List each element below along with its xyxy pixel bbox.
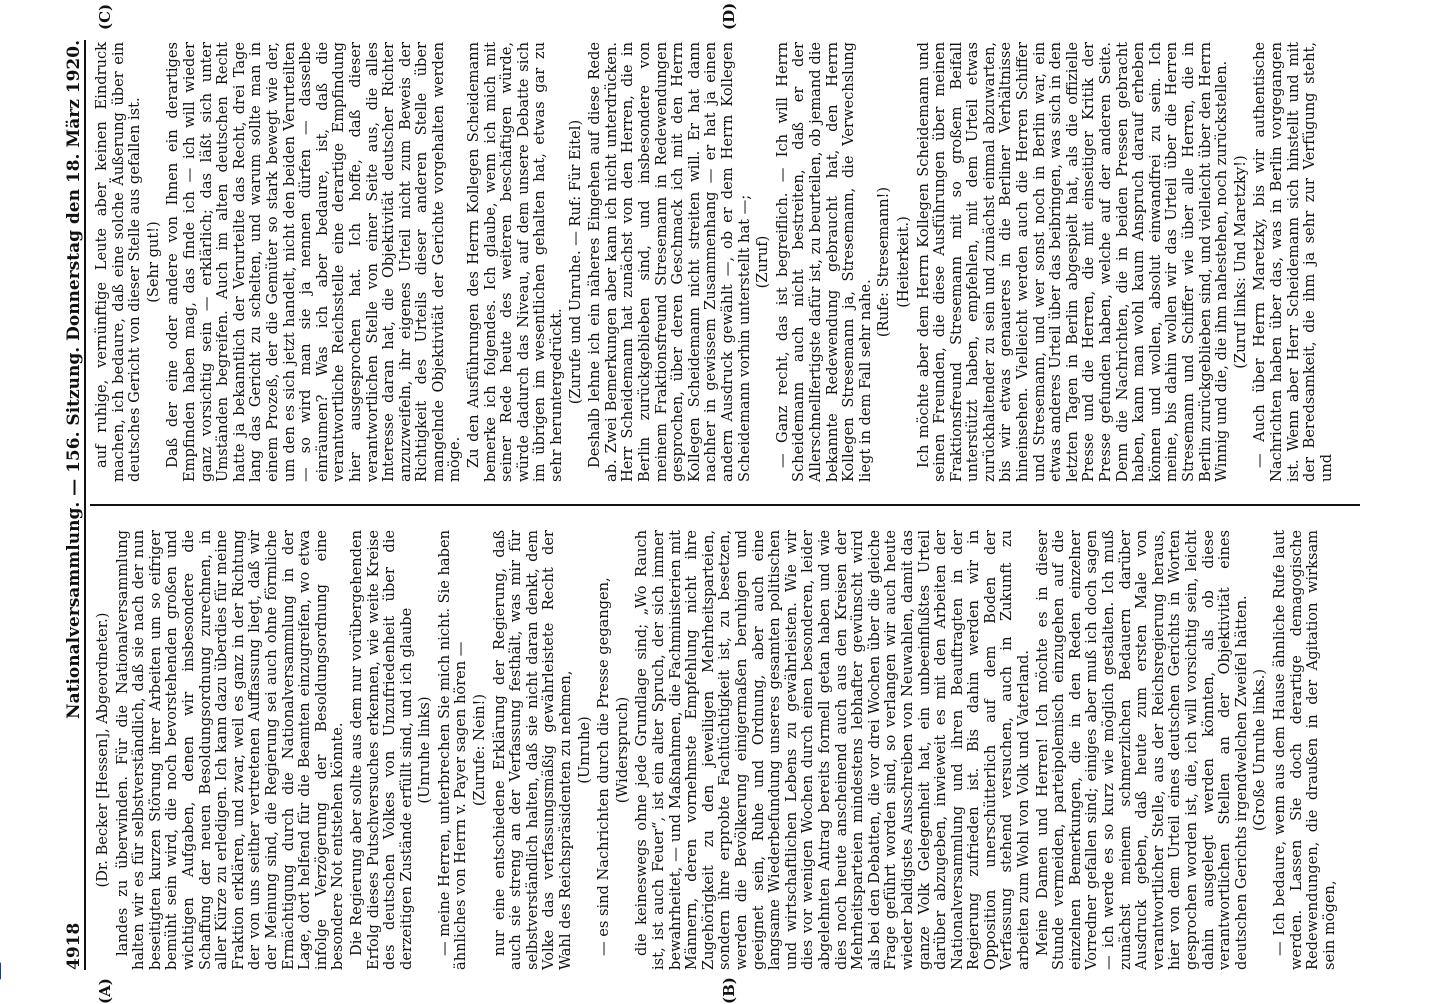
margin-marker-b: (B) — [720, 977, 738, 1004]
interjection: (Zuruf) — [754, 235, 772, 289]
interjection: (Unruhe) — [575, 716, 593, 784]
dfg-logo — [0, 962, 1, 980]
interjection: (Zurufe: Nein!) — [471, 693, 489, 807]
margin-marker-d: (D) — [720, 2, 738, 30]
page-number: 4918 — [64, 922, 84, 970]
page-header — [60, 40, 86, 970]
interjection: (Zurufe und Unruhe. — Ruf: Für Eitel) — [566, 119, 584, 405]
paragraph: — meine Herren, unterbrechen Sie mich nicht. Sie haben ähnliches von Herrn v. Payer sagen hören — — [435, 529, 470, 970]
paragraph: Die Regierung aber sollte aus dem nur vorübergehenden Erfolg dieses Putschversuches erkennen, wie weite Kreise des deutschen Volkes von Unzufriedenheit über die derzeitigen Zustände erfüllt sind, und ich glaube — [347, 530, 415, 970]
sidebar-strip — [0, 0, 30, 1000]
interjection: (Sehr gut!) — [144, 221, 162, 303]
paragraph: — Ganz recht, das ist begreiflich. — Ich will Herrn Scheidemann auch nicht bestreiten, daß er der Allerschnellfertigste dafür ist, zu beurteilen, ob jemand die bekannte Redewendung gebraucht hat, den Herrn Kollegen Stresemann ja, Stresemann, die Verwechslung liegt in dem Fall sehr nahe. — [773, 42, 874, 482]
margin-marker-c: (C) — [96, 3, 114, 30]
paragraph: — es sind Nachrichten durch die Presse gegangen, — [595, 577, 613, 956]
paragraph: auf ruhige, vernünftige Leute aber keinen Eindruck machen, ich bedaure, daß eine solche Äußerung über ein deutsches Gericht von dieser Stelle aus gefallen ist. — [93, 42, 144, 482]
paragraph: landes zu überwinden. Für die Nationalversammlung halten wir es für selbstverständlich, daß sie nach der nun beseitigten kurzen Störung ihrer Arbeiten um so eifriger bemüht sein wird, die noch bevorstehenden großen und wichtigen Aufgaben, denen wir insbesondere die Schaffung der neuen Besoldungsordnung zurechnen, in aller Kürze zu erledigen. Ich kann dazu überdies für meine Fraktion erklären, und zwar, weil es ganz in der Richtung der von uns seither vertretenen Auffassung liegt, daß wir der Meinung sind, die Regierung sei auch ohne förmliche Ermächtigung durch die Nationalversammlung in der Lage, dort helfend für die Beamten einzugreifen, wo etwa infolge Verzögerung der Besoldungsordnung eine besondere Not entstehen könnte. — [113, 530, 347, 970]
paragraph: nur eine entschiedene Erklärung der Regierung, daß auch sie streng an der Verfassung festhält, was mir für selbstverständlich halten, daß sie nicht daran denkt, dem Volke das verfassungsmäßig gewährleistete Recht der Wahl des Reichspräsidenten zu nehmen, — [490, 530, 575, 970]
paragraph: Daß der eine oder andere von Ihnen ein derartiges Empfinden haben mag, das finde ich — ich will wieder ganz vorsichtig sein — erklärlich; das läßt sich unter Umständen begreifen. Auch im alten deutschen Recht hatte ja bekanntlich der Verurteilte das Recht, drei Tage lang das Gericht zu schelten, und warum sollte man in einem Prozeß, der die Gemüter so stark bewegt wie der, um den es sich jetzt handelt, nicht den beiden Verurteilten — so wird man sie ja nennen dürfen — dasselbe einräumen? Was ich aber bedaure, ist, daß die verantwortliche Reichsstelle eine derartige Empfindung hier ausgesprochen hat. Ich hoffe, daß dieser verantwortlichen Stelle von einer Seite aus, die alles Interesse daran hat, die Objektivität deutscher Richter anzuzweifeln, ihr eigenes Urteil nicht zum Beweis der Richtigkeit des Urteils dieser anderen Stelle über mangelnde Objektivität der Gerichte vorgehalten werden möge. — [164, 42, 464, 482]
paragraph: Zu den Ausführungen des Herrn Kollegen Scheidemann bemerke ich folgendes. Ich glaube, wenn ich mich mit seiner Rede heute des weiteren beschäftigen würde, würde dadurch das Niveau, auf dem unsere Debatte sich im übrigen im wesentlichen gehalten hat, etwas gar zu sehr heruntergedrückt. — [465, 42, 566, 482]
rotated-page — [60, 2, 1370, 1004]
interjection: (Große Unruhe links.) — [1251, 668, 1269, 832]
left-column — [94, 530, 1340, 970]
digitization-credit — [0, 80, 4, 980]
page-title: Nationalversammlung. — 156. Sitzung. Donnerstag den 18. März 1920. — [64, 40, 84, 719]
credit-text — [0, 570, 1, 956]
interjection: (Unruhe links) — [416, 696, 434, 804]
interjection: (Widerspruch) — [613, 696, 631, 804]
interjection: (Rufe: Stresemann!) — [875, 186, 893, 338]
right-column — [94, 42, 1337, 482]
column-divider — [90, 504, 1360, 506]
paragraph: Deshalb lehne ich ein näheres Eingehen auf diese Rede ab. Zwei Bemerkungen aber kann ich nicht unterdrücken. Herr Scheidemann hat zunächst von den Herren, die in Berlin zurückgeblieben sind, und insbesondere von meinem Fraktionsfreund Stresemann in Redewendungen gesprochen, über deren Geschmack ich mit den Herrn Kollegen Scheidemann nicht streiten will. Er hat dann nachher in gewissem Zusammenhang — er hat ja einen andern Ausdruck gewählt —, ob er dem Herrn Kollegen Scheidemann vorhin unterstellt hat —; — [586, 42, 753, 482]
paragraph: Meine Damen und Herren! Ich möchte es in dieser Stunde vermeiden, parteipolemisch einzugehen auf die einzelnen Bemerkungen, die in den Reden einzelner Vorredner gefallen sind; einiges aber muß ich doch sagen — ich werde es so kurz wie möglich gestalten. Ich muß zunächst meinem schmerzlichen Bedauern darüber Ausdruck geben, daß heute zum ersten Male von verantwortlicher Stelle, aus der Reichsregierung heraus, hier von dem Urteil eines deutschen Gerichts in Worten gesprochen worden ist, die, ich will vorsichtig sein, leicht dahin ausgelegt werden könnten, als ob diese verantwortlichen Stellen an der Objektivität eines deutschen Gerichts irgendwelchen Zweifel hätten. — [1033, 530, 1250, 970]
paragraph: die keineswegs ohne jede Grundlage sind; „Wo Rauch ist, ist auch Feuer“, ist ein alter Spruch, der sich immer bewahrheitet, — und Maßnahmen, die Fachministerien mit Männern, deren vornehmste Empfehlung nicht ihre Zugehörigkeit zu den jeweiligen Mehrheitsparteien, sondern ihre erprobte Fachtüchtigkeit ist, zu besetzen, werden die Bevölkerung einigermaßen beruhigen und geeignet sein, Ruhe und Ordnung, aber auch eine langsame Wiederbefundung unseres gesamten politischen und wirtschaftlichen Lebens zu gewährleisten. Wie wir dies vor wenigen Wochen durch einen besonderen, leider abgelehnten Antrag bereits formell getan haben und wie dies noch heute anscheinend auch aus den Kreisen der Mehrheitsparteien mindestens lebhafter gewünscht wird als bei den Debatten, die vor drei Wochen über die gleiche Frage geführt worden sind, so verlangen wir auch heute wieder baldigstes Ausschreiben von Neuwahlen, damit das ganze Volk Gelegenheit hat, ein unbeeinflußtes Urteil darüber abzugeben, inwieweit es mit den Arbeiten der Nationalversammlung und ihren Beauftragten in der Regierung zufrieden ist. Bis dahin werden wir in Opposition unerschütterlich auf dem Boden der Verfassung stehend versuchen, auch in Zukunft zu arbeiten zum Wohl von Volk und Vaterland. — [633, 530, 1033, 970]
interjection: (Heiterkeit.) — [894, 216, 912, 308]
speaker-line: (Dr. Becker [Hessen], Abgeordneter.) — [94, 612, 111, 888]
paragraph: — Auch über Herrn Maretzky, bis wir authentische Nachrichten haben über das, was in Berlin vorgegangen ist. Wenn aber Herr Scheidemann sich hinstellt und mit der Beredsamkeit, die ihm ja sehr zur Verfügung steht, und — [1251, 42, 1335, 482]
margin-marker-a: (A) — [96, 978, 114, 1004]
paragraph: Ich möchte aber dem Herrn Kollegen Scheidemann und seinen Freunden, die diese Ausführungen über meinen Fraktionsfreund Stresemann mit so großem Beifall unterstützt haben, empfehlen, mit dem Urteil etwas zurückhaltender zu sein und zunächst einmal abzuwarten, bis wir etwas genaueres in die Berliner Verhältnisse hineinsehen. Vielleicht werden auch die Herren Schiffer und Stresemann, und wer sonst noch in Berlin war, ein etwas anderes Urteil über das beibringen, was sich in den letzten Tagen in Berlin abgespielt hat, als die offizielle Presse und die Herren, die mit einseitiger Kritik der Presse gefunden haben, welche auf der anderen Seite. Denn die Nachrichten, die in beiden Pressen gebracht haben, kann man wohl kaum Anspruch darauf erheben können und wollen, absolut einwandfrei zu sein. Ich meine, bis dahin wollen wir das Urteil über die Herren Stresemann und Schiffer wie über alle Herren, die in Berlin zurückgeblieben sind, und vielleicht über den Herrn Winnig und die, die ihm nahestehen, noch zurückstellen. — [914, 42, 1231, 482]
interjection: (Zuruf links: Und Maretzky!) — [1231, 155, 1249, 369]
paragraph: — Ich bedaure, wenn aus dem Hause ähnliche Rufe laut werden. Lassen Sie doch derartige demagogische Redewendungen, die draußen in der Agitation wirksam sein mögen, — [1270, 530, 1338, 970]
